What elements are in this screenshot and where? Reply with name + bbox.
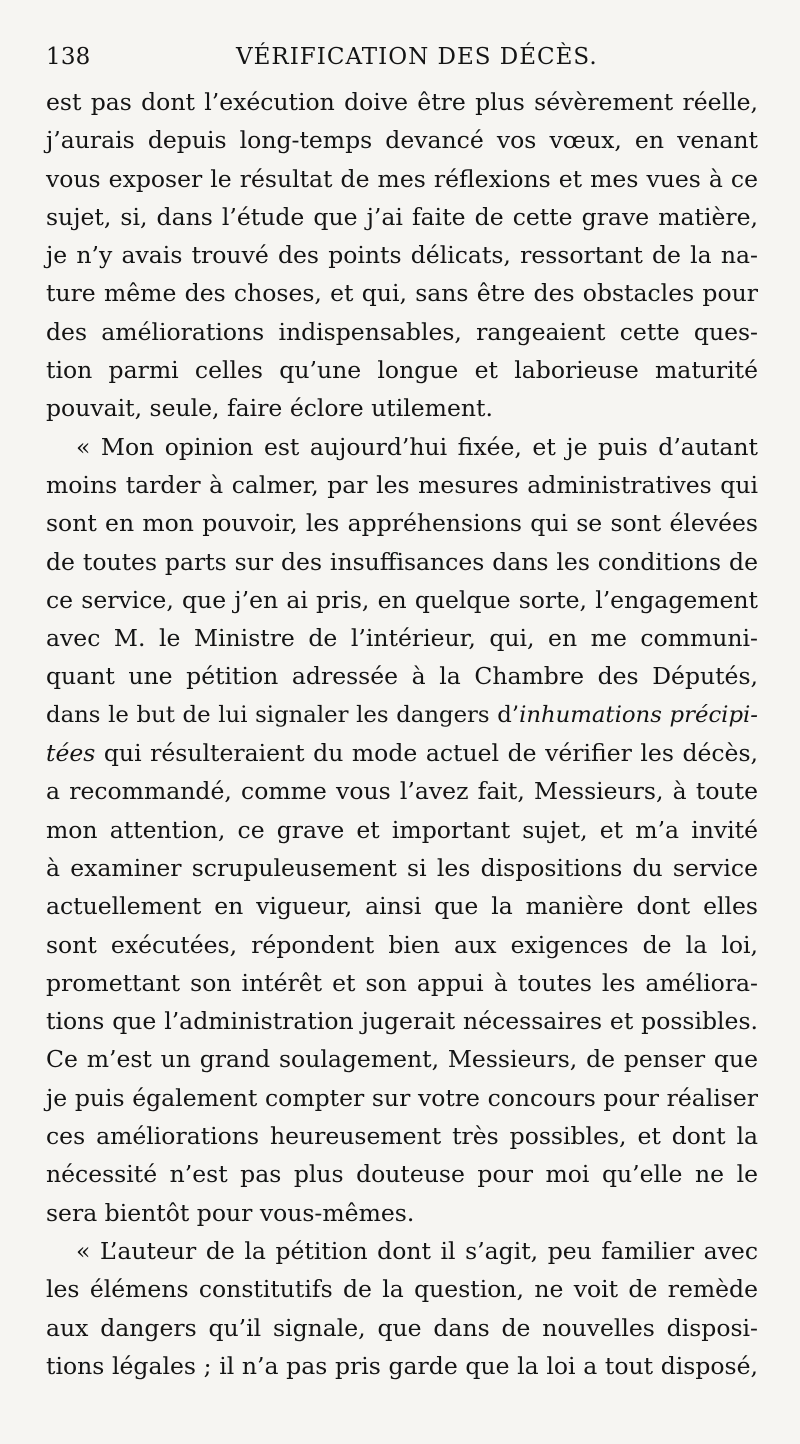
text-line [46,1309,758,1347]
text-line [46,1040,758,1078]
line-text: sont en mon pouvoir, les appréhensions qui se sont élevées [46,509,758,538]
line-text: je puis également compter sur votre concours pour réaliser [46,1083,758,1112]
line-text: mon attention, ce grave et important sujet, et m’a invité [46,815,758,844]
line-text: des améliorations indispensables, rangeaient cette ques- [46,317,758,346]
line-text: ces améliorations heureusement très possibles, et dont la [46,1122,758,1151]
line-text: a recommandé, comme vous l’avez fait, Messieurs, à toute [46,777,758,806]
line-text: tions que l’administration jugerait nécessaires et possibles. [46,1007,758,1036]
line-text: sont exécutées, répondent bien aux exigences de la loi, [46,930,758,959]
text-line [46,1232,758,1270]
text-line [46,772,758,810]
running-head [46,44,756,74]
text-line [46,964,758,1002]
text-line [46,619,758,657]
text-line [46,1270,758,1308]
page-number: 138 [46,44,91,70]
line-text: est pas dont l’exécution doive être plus sévèrement réelle, [46,88,758,116]
text-line [46,734,758,772]
text-line [46,849,758,887]
line-text: sera bientôt pour vous-mêmes. [46,1198,415,1227]
line-text: qui résulteraient du mode actuel de vérifier les décès, [95,739,758,768]
line-text: sujet, si, dans l’étude que j’ai faite de cette grave matière, [46,202,758,231]
text-line [46,1002,758,1040]
line-text: Ce m’est un grand soulagement, Messieurs, de penser que [46,1045,758,1074]
text-line [46,1155,758,1193]
text-line [46,121,758,159]
text-line [46,504,758,542]
line-text: actuellement en vigueur, ainsi que la manière dont elles [46,892,758,921]
text-line [46,160,758,198]
text-line [46,1347,758,1385]
text-line [46,696,758,734]
line-text: moins tarder à calmer, par les mesures administratives qui [46,470,758,499]
line-text: avec M. le Ministre de l’intérieur, qui, en me communi- [46,624,758,653]
line-text: aux dangers qu’il signale, que dans de nouvelles disposi- [46,1313,758,1342]
text-line [46,466,758,504]
line-text: j’aurais depuis long-temps devancé vos vœux, en venant [46,126,758,155]
text-line [46,657,758,695]
running-title: VÉRIFICATION DES DÉCÈS. [236,44,598,70]
text-line [46,1194,758,1232]
line-text: de toutes parts sur des insuffisances dans les conditions de [46,547,758,576]
text-line [46,1079,758,1117]
text-line [46,83,758,121]
text-line [46,926,758,964]
text-line [46,1117,758,1155]
text-line [46,543,758,581]
text-line [46,887,758,925]
text-line [46,428,758,466]
italic-span: inhumations précipi- [519,701,758,728]
text-line [46,274,758,312]
line-text: je n’y avais trouvé des points délicats, ressortant de la na- [46,241,758,270]
line-text: dans le but de lui signaler les dangers d’ [46,701,520,728]
line-text: pouvait, seule, faire éclore utilement. [46,394,493,423]
text-line [46,313,758,351]
text-line [46,351,758,389]
line-text: ture même des choses, et qui, sans être des obstacles pour [46,279,758,308]
line-text: promettant son intérêt et son appui à toutes les améliora- [46,968,758,997]
line-text: ce service, que j’en ai pris, en quelque sorte, l’engagement [46,585,758,614]
line-text: tion parmi celles qu’une longue et laborieuse maturité [46,356,758,385]
text-line [46,811,758,849]
line-text: tions légales ; il n’a pas pris garde que la loi a tout disposé, [46,1351,758,1380]
body-text [46,83,758,1385]
text-line [46,198,758,236]
italic-span: tées [46,739,96,768]
text-line [46,236,758,274]
line-text: nécessité n’est pas plus douteuse pour moi qu’elle ne le [46,1160,758,1189]
line-text: « Mon opinion est aujourd’hui fixée, et je puis d’autant [76,432,758,461]
text-line [46,389,758,427]
line-text: les élémens constitutifs de la question, ne voit de remède [46,1275,758,1304]
line-text: à examiner scrupuleusement si les dispositions du service [46,853,758,882]
line-text: « L’auteur de la pétition dont il s’agit, peu familier avec [76,1236,758,1265]
line-text: quant une pétition adressée à la Chambre des Députés, [46,662,758,691]
text-line [46,581,758,619]
line-text: vous exposer le résultat de mes réflexions et mes vues à ce [46,164,758,193]
